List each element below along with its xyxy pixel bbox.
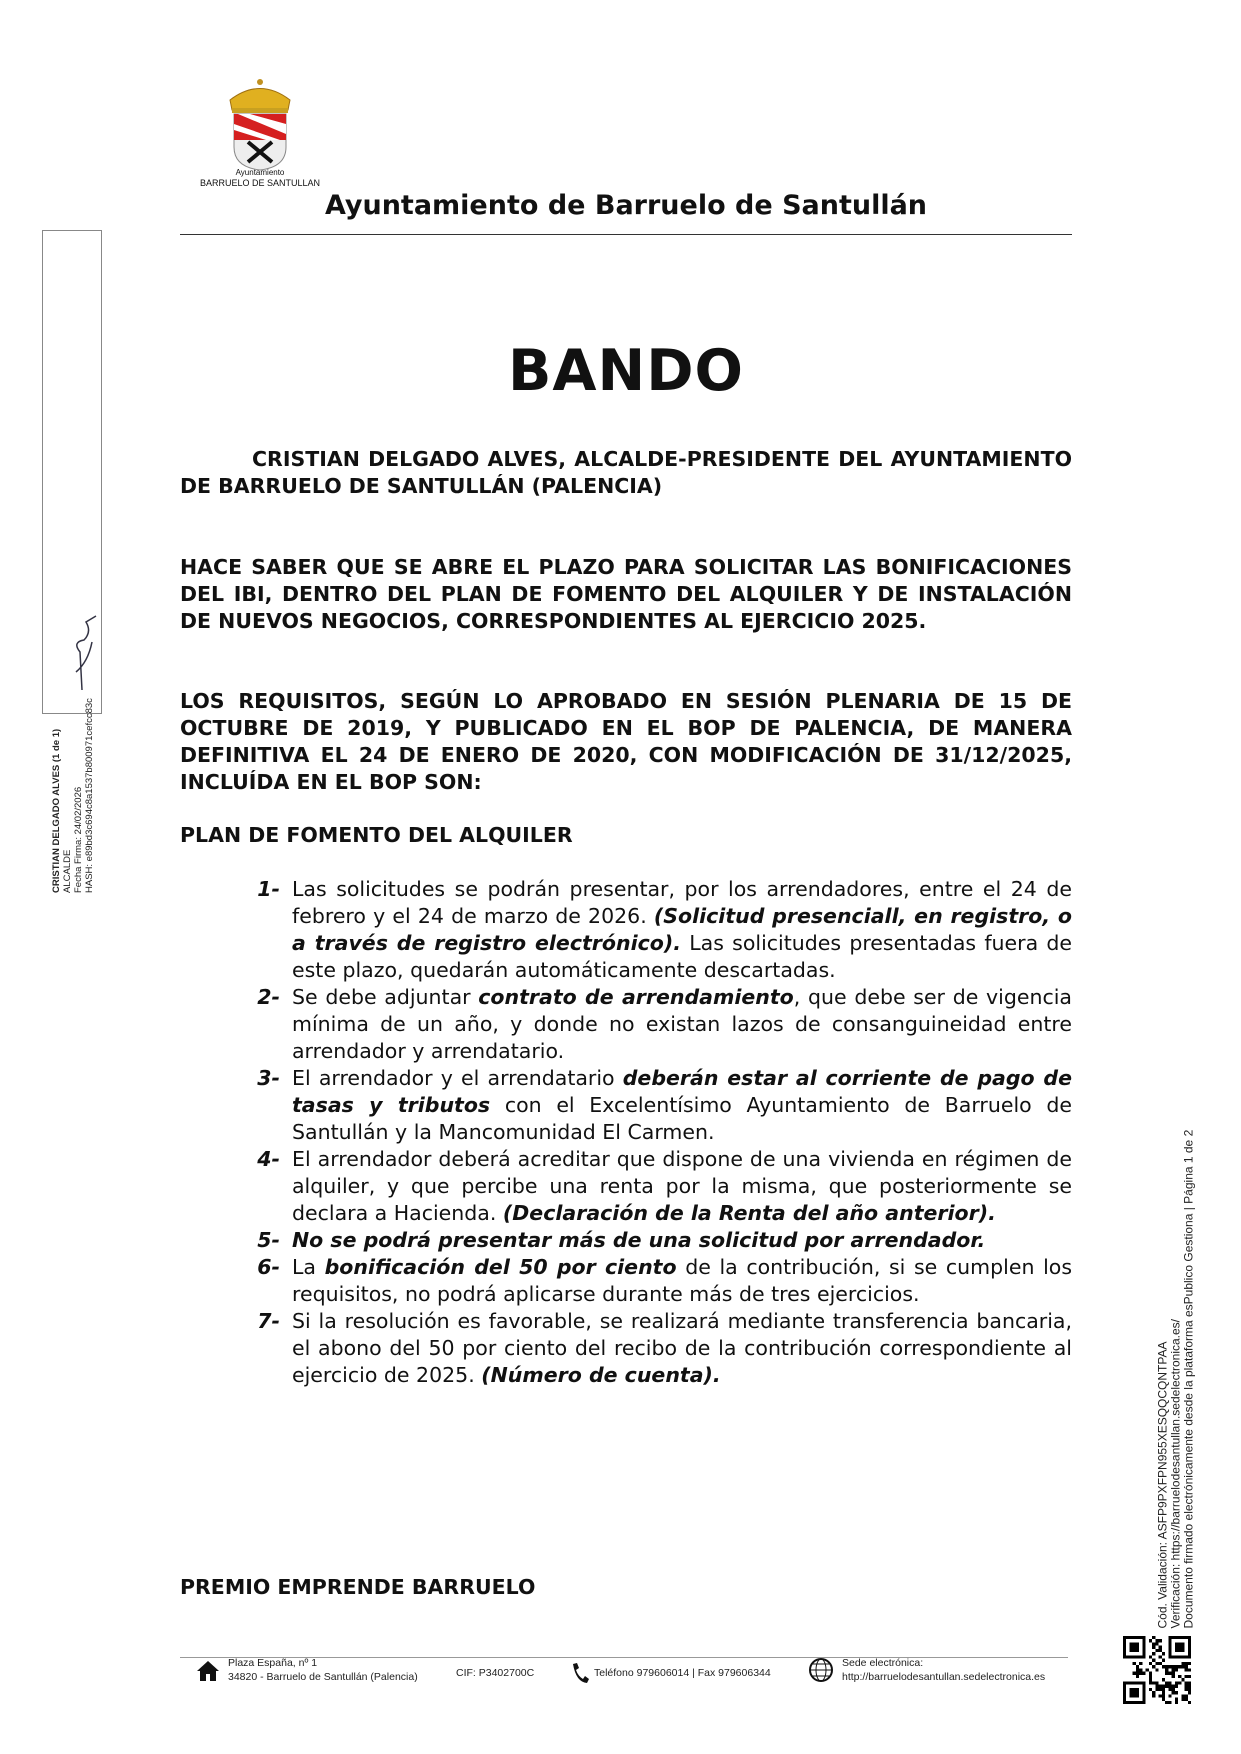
list-item-text	[292, 984, 1072, 1065]
list-item-number: 4-	[257, 1147, 280, 1171]
list-item	[180, 1146, 1072, 1227]
list-item	[180, 1254, 1072, 1308]
text-segment: Se debe adjuntar	[292, 985, 479, 1009]
logo-caption-name: BARRUELO DE SANTULLAN	[199, 178, 321, 188]
text-segment: Las solicitudes se podrán presentar, por los arrendadores, entre el 24 de febrero y el 24 de marzo de 2026.	[292, 877, 1072, 928]
list-item	[180, 1308, 1072, 1389]
signer-role: ALCALDE	[62, 849, 73, 893]
list-item-number: 2-	[257, 985, 280, 1009]
phone-icon	[570, 1662, 590, 1684]
qr-code	[1122, 1636, 1192, 1704]
verification-url[interactable]: Verificación: https://barruelodesantullan.sedelectronica.es/	[1168, 1318, 1183, 1629]
text-segment: , que debe ser de vigencia mínima de un año, y donde no existan lazos de consanguineidad entre arrendador y arrendatario.	[292, 985, 1072, 1063]
text-segment: El arrendador y el arrendatario	[292, 1066, 623, 1090]
signed-notice: Documento firmado electrónicamente desde la plataforma esPublico Gestiona | Página 1 de 2	[1181, 1129, 1196, 1629]
list-item	[180, 1065, 1072, 1146]
emphasis-text: deberán estar al corriente de pago de tasas y tributos	[292, 1066, 1072, 1117]
home-icon	[196, 1660, 220, 1682]
emphasis-text: contrato de arrendamiento	[478, 985, 794, 1009]
text-segment: Las solicitudes presentadas fuera de este plazo, quedarán automáticamente descartadas.	[292, 931, 1072, 982]
list-item-text	[292, 876, 1072, 984]
list-item	[180, 1227, 1072, 1254]
signature-hash: HASH: e89bd3c694c8a1537b800971cefcc83c	[84, 698, 95, 893]
list-item	[180, 876, 1072, 984]
footer-sede-label: Sede electrónica:	[842, 1657, 924, 1669]
list-item-text	[292, 1254, 1072, 1308]
signature-date: Fecha Firma: 24/02/2026	[73, 786, 84, 893]
list-item-number: 5-	[257, 1228, 280, 1252]
requirements-paragraph: LOS REQUISITOS, SEGÚN LO APROBADO EN SESIÓN PLENARIA DE 15 DE OCTUBRE DE 2019, Y PUBLICADO EN EL BOP DE PALENCIA, DE MANERA DEFINITIVA EL 24 DE ENERO DE 2020, CON MODIFICACIÓN DE 31/12/2025, INCLUÍDA EN EL BOP SON:	[180, 689, 1072, 794]
text-segment: con el Excelentísimo Ayuntamiento de Barruelo de Santullán y la Mancomunidad El Carmen.	[292, 1093, 1072, 1144]
author-paragraph: CRISTIAN DELGADO ALVES, ALCALDE-PRESIDENTE DEL AYUNTAMIENTO DE BARRUELO DE SANTULLÁN (PALENCIA)	[180, 447, 1072, 498]
text-segment: La	[292, 1255, 325, 1279]
signer-name: CRISTIAN DELGADO ALVES (1 de 1)	[51, 728, 62, 893]
emphasis-text: (Número de cuenta).	[481, 1363, 721, 1387]
list-item-text	[292, 1227, 1072, 1254]
emphasis-text: (Declaración de la Renta del año anterior).	[502, 1201, 996, 1225]
list-item-text	[292, 1308, 1072, 1389]
requirements-list	[180, 876, 1072, 1389]
list-item-number: 7-	[257, 1309, 280, 1333]
validation-code: Cód. Validación: ASFP9PXFPN955XESQQCQNTPAA	[1155, 1341, 1170, 1629]
text-segment: Si la resolución es favorable, se realizará mediante transferencia bancaria, el abono del 50 por ciento del recibo de la contribución correspondiente al ejercicio de 2025.	[292, 1309, 1072, 1387]
logo-caption: Ayuntamiento	[235, 168, 285, 177]
footer-cif: CIF: P3402700C	[456, 1667, 535, 1679]
footer-phone: Teléfono 979606014 | Fax 979606344	[594, 1667, 771, 1679]
emphasis-text: No se podrá presentar más de una solicitud por arrendador.	[292, 1228, 986, 1252]
text-segment: de la contribución, si se cumplen los requisitos, no podrá aplicarse durante más de tres ejercicios.	[292, 1255, 1073, 1306]
handwritten-signature	[62, 612, 102, 692]
list-item-text	[292, 1065, 1072, 1146]
section-title-plan: PLAN DE FOMENTO DEL ALQUILER	[180, 823, 573, 847]
emphasis-text: (Solicitud presenciall, en registro, o a través de registro electrónico).	[292, 904, 1072, 955]
text-segment: El arrendador deberá acreditar que dispone de una vivienda en régimen de alquiler, y que percibe una renta por la misma, que posteriormente se declara a Hacienda.	[292, 1147, 1072, 1225]
footer-sede-url[interactable]: http://barruelodesantullan.sedelectronica.es	[842, 1671, 1046, 1683]
emphasis-text: bonificación del 50 por ciento	[324, 1255, 677, 1279]
footer-sede	[842, 1656, 1045, 1684]
footer-address	[228, 1656, 418, 1684]
organization-title: Ayuntamiento de Barruelo de Santullán	[324, 190, 928, 221]
globe-icon	[808, 1657, 834, 1683]
list-item-number: 3-	[257, 1066, 280, 1090]
header-divider	[180, 234, 1072, 235]
list-item-number: 6-	[257, 1255, 280, 1279]
document-title: BANDO	[507, 338, 745, 404]
announcement-paragraph: HACE SABER QUE SE ABRE EL PLAZO PARA SOLICITAR LAS BONIFICACIONES DEL IBI, DENTRO DEL PLAN DE FOMENTO DEL ALQUILER Y DE INSTALACIÓN DE NUEVOS NEGOCIOS, CORRESPONDIENTES AL EJERCICIO 2025.	[180, 555, 1072, 633]
list-item-text	[292, 1146, 1072, 1227]
footer-address-line1: Plaza España, nº 1	[228, 1657, 318, 1669]
section-title-premio: PREMIO EMPRENDE BARRUELO	[180, 1575, 536, 1599]
footer-address-line2: 34820 - Barruelo de Santullán (Palencia)	[228, 1671, 418, 1683]
list-item-number: 1-	[257, 877, 280, 901]
list-item	[180, 984, 1072, 1065]
